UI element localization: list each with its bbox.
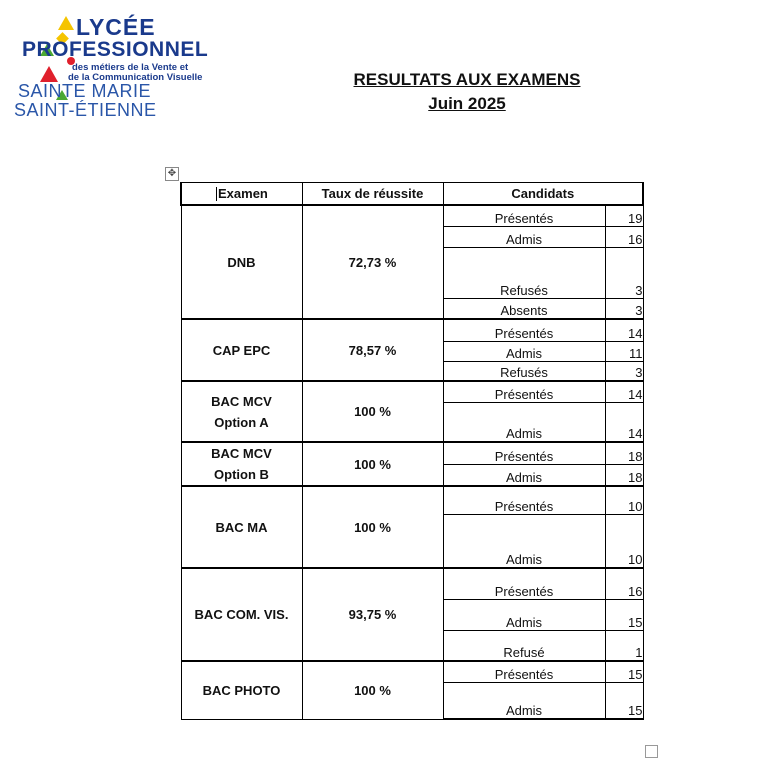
candidate-count-cell[interactable]: 15 [605,661,643,682]
candidate-count-cell[interactable]: 3 [605,361,643,381]
candidate-count-cell[interactable]: 15 [605,682,643,719]
title-line-1: RESULTATS AUX EXAMENS [353,70,581,89]
candidate-count-cell[interactable]: 3 [605,298,643,319]
red-triangle-icon [40,66,58,82]
success-rate-cell[interactable]: 100 % [302,381,443,442]
results-table [180,182,644,720]
candidate-label-cell[interactable]: Présentés [443,661,605,682]
candidate-count-cell[interactable]: 3 [605,247,643,298]
exam-name-cell[interactable] [181,205,302,319]
exam-name-cell[interactable] [181,319,302,381]
exam-name-line: BAC PHOTO [202,682,281,698]
candidate-label-cell[interactable]: Présentés [443,486,605,514]
exam-name-line: Option A [214,414,269,430]
text-cursor [216,187,217,201]
candidate-count-cell[interactable]: 16 [605,226,643,247]
candidate-count-cell[interactable]: 18 [605,442,643,465]
exam-name-cell[interactable] [181,486,302,568]
exam-name-line: Option B [214,467,269,482]
exam-name-cell[interactable] [181,568,302,661]
candidate-label-cell[interactable]: Présentés [443,381,605,402]
move-handle-icon[interactable]: ✥ [165,167,179,181]
exam-name-cell[interactable] [181,442,302,486]
candidate-count-cell[interactable]: 19 [605,205,643,226]
exam-name-cell[interactable] [181,381,302,442]
exam-name-line: CAP EPC [212,342,271,358]
yellow-triangle-icon [58,16,74,30]
success-rate-cell[interactable]: 100 % [302,442,443,486]
table-header-row [181,183,643,206]
candidate-label-cell[interactable]: Présentés [443,205,605,226]
exam-name-line: BAC COM. VIS. [194,607,289,622]
candidate-label-cell[interactable]: Admis [443,402,605,442]
logo-line-lycee: LYCÉE [76,14,156,40]
exam-name-cell[interactable] [181,661,302,719]
candidate-count-cell[interactable]: 14 [605,402,643,442]
candidate-count-cell[interactable]: 15 [605,599,643,630]
success-rate-cell[interactable]: 72,73 % [302,205,443,319]
logo-line-saint-etienne: SAINT-ÉTIENNE [14,100,157,120]
candidate-label-cell[interactable]: Absents [443,298,605,319]
candidate-label-cell[interactable]: Refusé [443,630,605,661]
exam-name-line: BAC MCV [211,446,272,461]
page-title [300,68,634,116]
candidate-label-cell[interactable]: Admis [443,465,605,486]
table-row [181,568,643,599]
success-rate-cell[interactable]: 100 % [302,661,443,719]
header-rate[interactable]: Taux de réussite [302,183,443,206]
logo-line-communication: de la Communication Visuelle [68,72,203,83]
candidate-label-cell[interactable]: Présentés [443,319,605,341]
header-exam-label: Examen [218,185,268,201]
candidate-label-cell[interactable]: Admis [443,682,605,719]
resize-handle-icon[interactable] [645,745,658,758]
table-row [181,205,643,226]
table-row [181,486,643,514]
success-rate-cell[interactable]: 93,75 % [302,568,443,661]
candidate-count-cell[interactable]: 16 [605,568,643,599]
header-exam[interactable] [181,183,302,206]
exam-name-line: BAC MCV [211,393,272,409]
candidate-label-cell[interactable]: Admis [443,226,605,247]
candidate-label-cell[interactable]: Admis [443,341,605,361]
candidate-label-cell[interactable]: Présentés [443,568,605,599]
logo-line-sainte-marie: SAINTE MARIE [18,81,152,101]
candidate-label-cell[interactable]: Admis [443,599,605,630]
logo-line-metiers: des métiers de la Vente et [72,62,189,73]
candidate-label-cell[interactable]: Refusés [443,361,605,381]
table-row [181,661,643,682]
logo-line-professionnel: PROFESSIONNEL [22,38,209,61]
candidate-count-cell[interactable]: 1 [605,630,643,661]
candidate-count-cell[interactable]: 14 [605,319,643,341]
candidate-label-cell[interactable]: Admis [443,514,605,568]
exam-name-line: BAC MA [215,519,268,535]
school-logo [14,14,219,119]
candidate-label-cell[interactable]: Présentés [443,442,605,465]
success-rate-cell[interactable]: 78,57 % [302,319,443,381]
candidate-count-cell[interactable]: 11 [605,341,643,361]
title-line-2: Juin 2025 [428,94,506,113]
table-row [181,442,643,465]
candidate-count-cell[interactable]: 10 [605,514,643,568]
candidate-count-cell[interactable]: 14 [605,381,643,402]
table-row [181,381,643,402]
candidate-count-cell[interactable]: 18 [605,465,643,486]
header-candidates[interactable]: Candidats [443,183,643,206]
candidate-count-cell[interactable]: 10 [605,486,643,514]
success-rate-cell[interactable]: 100 % [302,486,443,568]
candidate-label-cell[interactable]: Refusés [443,247,605,298]
exam-name-line: DNB [227,254,256,270]
table-row [181,319,643,341]
